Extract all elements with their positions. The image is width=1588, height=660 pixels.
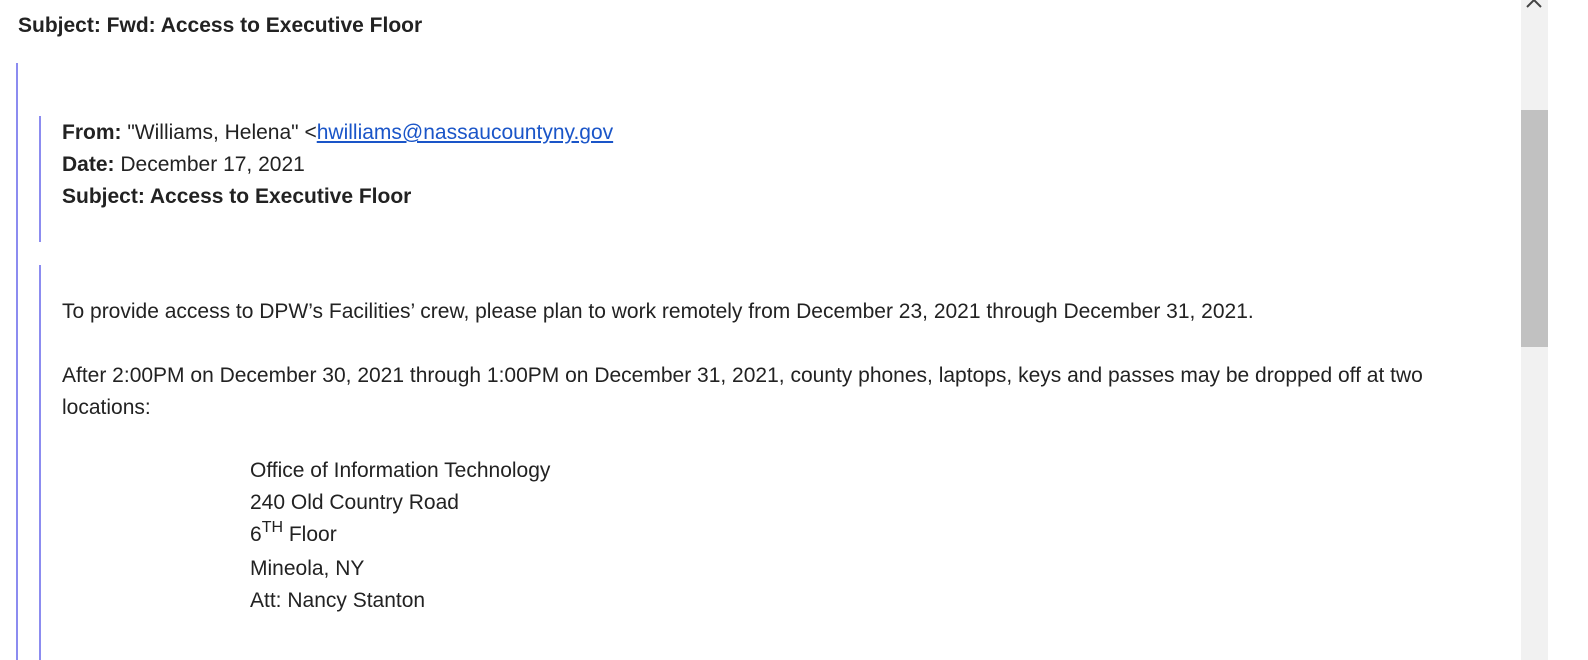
chevron-up-icon xyxy=(1521,0,1548,16)
address-line-attention: Att: Nancy Stanton xyxy=(250,589,426,612)
floor-word: Floor xyxy=(283,523,337,546)
floor-number: 6 xyxy=(250,523,262,546)
scrollbar-thumb[interactable] xyxy=(1521,110,1548,347)
date-value: December 17, 2021 xyxy=(120,153,305,176)
vertical-scrollbar[interactable] xyxy=(1521,0,1548,660)
outer-quote-bar xyxy=(16,63,18,660)
address-line-office: Office of Information Technology xyxy=(250,459,551,482)
body-paragraph-1: To provide access to DPW’s Facilities’ crew, please plan to work remotely from December 23, 2021 through December 31, 2021. xyxy=(62,300,1254,323)
body-quote-bar xyxy=(39,265,41,660)
sender-email-link[interactable]: hwilliams@nassaucountyny.gov xyxy=(316,121,614,144)
forwarded-subject-heading: Subject: Fwd: Access to Executive Floor xyxy=(18,14,423,37)
from-label: From: xyxy=(62,121,122,144)
from-line xyxy=(62,117,613,149)
address-line-floor xyxy=(250,519,337,553)
scroll-up-button[interactable] xyxy=(1521,0,1548,16)
from-name: "Williams, Helena" < xyxy=(127,121,317,144)
floor-ordinal-suffix: TH xyxy=(261,519,284,536)
header-quote-bar xyxy=(39,116,41,242)
address-line-street: 240 Old Country Road xyxy=(250,491,459,514)
date-label: Date: xyxy=(62,153,115,176)
date-line xyxy=(62,149,305,181)
body-paragraph-2: After 2:00PM on December 30, 2021 through 1:00PM on December 31, 2021, county phones, laptops, keys and passes may be dropped off at two locations: xyxy=(62,364,1423,419)
original-subject-line: Subject: Access to Executive Floor xyxy=(62,185,412,208)
address-line-city: Mineola, NY xyxy=(250,557,365,580)
